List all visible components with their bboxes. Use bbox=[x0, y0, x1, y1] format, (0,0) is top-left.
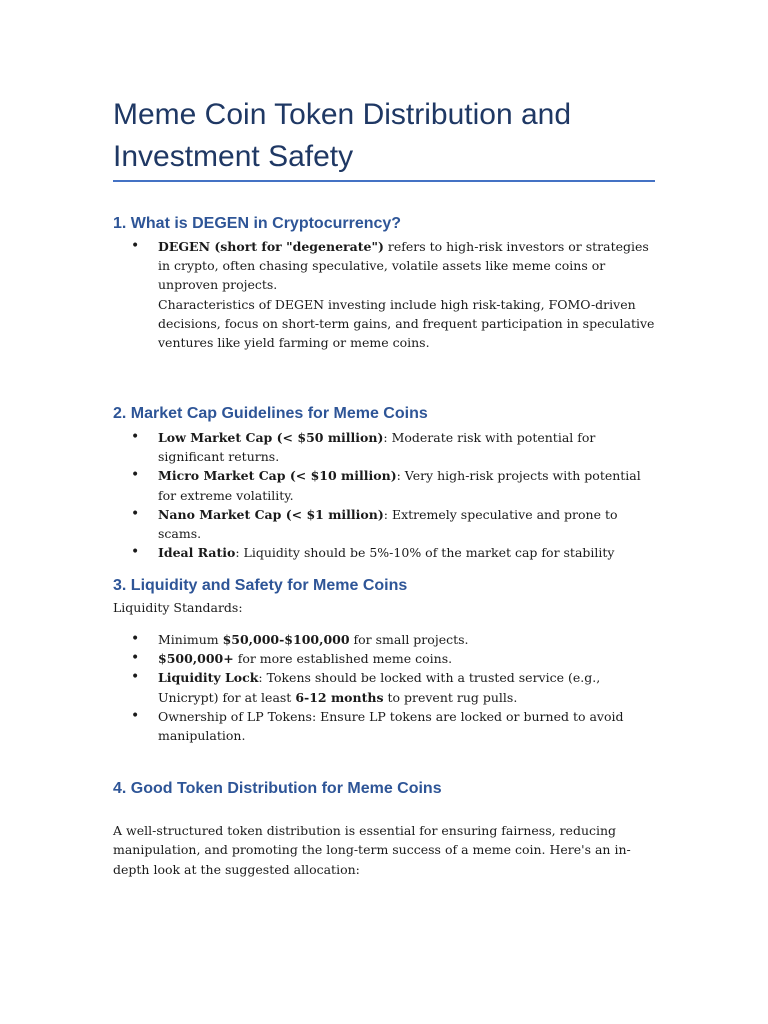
title-underline bbox=[113, 180, 655, 182]
list-item bbox=[113, 466, 658, 504]
list-item bbox=[113, 237, 658, 352]
list-item bbox=[113, 428, 658, 466]
section-2-heading: 2. Market Cap Guidelines for Meme Coins bbox=[113, 405, 428, 422]
item-term: $500,000+ bbox=[158, 651, 234, 667]
list-item bbox=[113, 630, 658, 649]
item-text: : Extremely speculative and prone to scams. bbox=[158, 506, 618, 542]
section-3-list bbox=[113, 630, 658, 745]
section-1-list bbox=[113, 237, 658, 352]
list-item bbox=[113, 543, 658, 562]
bullet-glyph: • bbox=[131, 707, 140, 724]
bullet-glyph: • bbox=[131, 429, 140, 445]
item-text: : Liquidity should be 5%-10% of the market cap for stability bbox=[235, 545, 615, 561]
item-term: Micro Market Cap (< $10 million) bbox=[158, 468, 397, 484]
section-4-heading: 4. Good Token Distribution for Meme Coins bbox=[113, 780, 442, 797]
item-text: for more established meme coins. bbox=[233, 651, 453, 667]
degen-term: DEGEN (short for "degenerate") bbox=[158, 239, 384, 254]
distribution-paragraph: A well-structured token distribution is essential for ensuring fairness, reducing manipulation, and promoting the long-term success of a meme coin. Here's an in-depth look at the suggested allocation: bbox=[113, 823, 631, 877]
item-term: Low Market Cap (< $50 million) bbox=[158, 430, 384, 445]
section-1-heading: 1. What is DEGEN in Cryptocurrency? bbox=[113, 215, 402, 232]
item-text: : Very high-risk projects with potential for extreme volatility. bbox=[158, 468, 641, 503]
item-text: : Moderate risk with potential for significant returns. bbox=[158, 430, 596, 465]
item-term: Nano Market Cap (< $1 million) bbox=[158, 506, 384, 522]
item-term: $50,000-$100,000 bbox=[222, 632, 350, 647]
list-item bbox=[113, 707, 658, 745]
list-item bbox=[113, 505, 658, 543]
bullet-glyph: • bbox=[131, 650, 140, 667]
section-2-list bbox=[113, 428, 658, 562]
item-term: Ideal Ratio bbox=[158, 545, 236, 561]
bullet-glyph: • bbox=[131, 631, 140, 647]
item-text: : Tokens should be locked with a trusted service (e.g., Unicrypt) for at least bbox=[158, 670, 601, 705]
item-text: Minimum bbox=[158, 632, 223, 647]
bullet-glyph: • bbox=[131, 467, 140, 484]
bullet-glyph: • bbox=[131, 669, 140, 686]
item-text: Ownership of LP Tokens: Ensure LP tokens are locked or burned to avoid manipulation. bbox=[158, 708, 624, 744]
degen-definition: refers to high-risk investors or strategies in crypto, often chasing speculative, volatile assets like meme coins or unproven projects. bbox=[158, 239, 649, 293]
list-item bbox=[113, 668, 658, 706]
bullet-glyph: • bbox=[131, 505, 140, 522]
bullet-glyph: • bbox=[131, 544, 140, 561]
bullet-glyph: • bbox=[131, 238, 140, 254]
degen-characteristics: Characteristics of DEGEN investing include high risk-taking, FOMO-driven decisions, focus on short-term gains, and frequent participation in speculative ventures like yield farming or meme coins. bbox=[158, 296, 655, 351]
item-term: 6-12 months bbox=[295, 689, 384, 705]
item-term: Liquidity Lock bbox=[158, 670, 259, 686]
list-item bbox=[113, 649, 658, 668]
section-3-heading: 3. Liquidity and Safety for Meme Coins bbox=[113, 577, 408, 594]
item-text: to prevent rug pulls. bbox=[383, 689, 518, 705]
item-text: for small projects. bbox=[349, 632, 469, 647]
page-title: Meme Coin Token Distribution and Investment Safety bbox=[113, 98, 572, 173]
liquidity-standards-label: Liquidity Standards: bbox=[113, 600, 243, 615]
